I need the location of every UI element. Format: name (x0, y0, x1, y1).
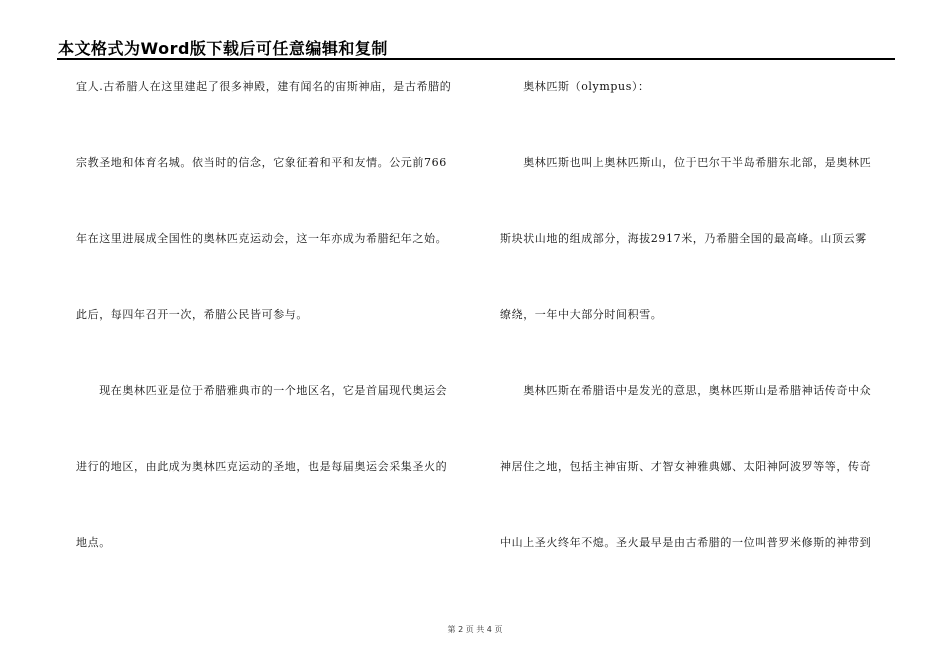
left-column (76, 79, 466, 611)
text-line: 奥林匹斯也叫上奥林匹斯山，位于巴尔干半岛希腊东北部，是奥林匹 (500, 156, 872, 169)
text-line: 奥林匹斯（olympus）： (500, 80, 650, 93)
text-line: 年在这里进展成全国性的奥林匹克运动会，这一年亦成为希腊纪年之始。 (76, 232, 448, 245)
text-line: 斯块状山地的组成部分，海拔2917米，乃希腊全国的最高峰。山顶云雾 (500, 232, 867, 245)
text-line: 现在奥林匹亚是位于希腊雅典市的一个地区名，它是首届现代奥运会 (76, 384, 448, 397)
right-column (500, 79, 890, 611)
page-number: 第 2 页 共 4 页 (447, 625, 503, 634)
text-line: 此后，每四年召开一次，希腊公民皆可参与。 (76, 308, 308, 321)
text-line: 宜人.古希腊人在这里建起了很多神殿，建有闻名的宙斯神庙，是古希腊的 (76, 80, 452, 93)
text-line: 奥林匹斯在希腊语中是发光的意思，奥林匹斯山是希腊神话传奇中众 (500, 384, 872, 397)
text-line: 中山上圣火终年不熄。圣火最早是由古希腊的一位叫普罗米修斯的神带到 (500, 536, 872, 549)
text-line: 宗教圣地和体育名城。依当时的信念，它象征着和平和友情。公元前766 (76, 156, 447, 169)
text-line: 地点。 (76, 536, 111, 549)
text-line: 缭绕，一年中大部分时间积雪。 (500, 308, 663, 321)
text-line: 进行的地区，由此成为奥林匹克运动的圣地，也是每届奥运会采集圣火的 (76, 460, 448, 473)
document-header-title: 本文格式为Word版下载后可任意编辑和复制 (58, 39, 388, 58)
header-rule (57, 58, 895, 60)
text-line: 神居住之地，包括主神宙斯、才智女神雅典娜、太阳神阿波罗等等，传奇 (500, 460, 872, 473)
